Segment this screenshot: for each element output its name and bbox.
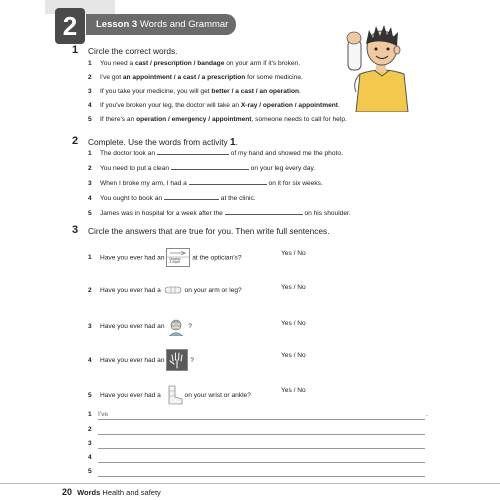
question-text-end: ?: [188, 322, 192, 330]
lesson-header: [86, 14, 236, 35]
lesson-title: Words and Grammar: [139, 19, 229, 30]
activity-1-item: [88, 102, 340, 109]
question-1: [88, 248, 241, 267]
xray-hand-icon: [166, 349, 188, 371]
yes-no-choice[interactable]: Yes / No: [281, 320, 306, 327]
item-text-end: .: [338, 102, 340, 109]
writing-line[interactable]: [98, 419, 425, 420]
activity-1-item: [88, 116, 347, 123]
writing-line-number: 3: [88, 440, 92, 447]
item-number: 1: [88, 150, 92, 157]
item-options[interactable]: an appointment / a cast / a prescription: [122, 74, 246, 81]
writing-line-number: 1: [88, 411, 92, 418]
footer-section: Words: [77, 488, 101, 497]
item-text: James was in hospital for a week after the: [100, 210, 223, 217]
activity-2-item: [88, 149, 343, 157]
page-footer: [62, 487, 161, 497]
item-number: 2: [88, 74, 92, 81]
question-number: 5: [88, 391, 92, 399]
question-text-end: ?: [190, 356, 194, 364]
item-text-end: for some medicine.: [245, 74, 303, 81]
item-number: 1: [88, 60, 92, 67]
activity-2-title: [88, 137, 238, 148]
item-text-end: , someone needs to call for help.: [251, 116, 347, 123]
bandage-icon: [163, 282, 183, 298]
item-number: 4: [88, 102, 92, 109]
item-text: I've got: [100, 74, 123, 81]
lesson-label: Lesson 3: [96, 19, 138, 30]
activity-1-number: 1: [72, 44, 79, 56]
ankle-cast-icon: [163, 385, 183, 405]
item-text-end: on it for six weeks.: [268, 180, 323, 187]
boy-with-arm-cast-illustration: [342, 22, 422, 112]
activity-1-title: Circle the correct words.: [88, 46, 178, 56]
writing-line-end-dot: .: [426, 411, 428, 418]
item-number: 5: [88, 116, 92, 123]
question-4: [88, 349, 194, 371]
writing-line-number: 5: [88, 468, 92, 475]
answer-blank[interactable]: [171, 164, 249, 170]
yes-no-choice[interactable]: Yes / No: [281, 352, 306, 359]
activity-2-item: [88, 209, 351, 217]
writing-line[interactable]: [98, 476, 425, 477]
item-text-end: on his shoulder.: [304, 210, 351, 217]
footer-divider: [0, 483, 500, 484]
item-text: If there's an: [100, 116, 137, 123]
item-options[interactable]: cast / prescription / bandage: [134, 60, 225, 67]
answer-blank[interactable]: [157, 149, 229, 155]
question-text-end: at the optician's?: [192, 254, 242, 262]
question-text: Have you ever had an: [100, 356, 165, 364]
footer-topic: Health and safety: [102, 488, 161, 497]
activity-2-item: [88, 164, 315, 172]
question-number: 4: [88, 356, 92, 364]
item-text-end: .: [299, 88, 301, 95]
question-number: 2: [88, 286, 92, 294]
question-text-end: on your wrist or ankle?: [184, 391, 251, 399]
item-text-end: at the clinic.: [220, 195, 256, 202]
answer-blank[interactable]: [225, 209, 303, 215]
activity-2-title-ref: 1: [230, 137, 236, 148]
item-text: If you take your medicine, you will get: [100, 88, 212, 95]
activity-2-item: [88, 194, 256, 202]
writing-example-text: I've: [98, 411, 109, 418]
activity-1-item: [88, 74, 303, 81]
yes-no-choice[interactable]: Yes / No: [281, 387, 306, 394]
item-number: 3: [88, 180, 92, 187]
page-number: 20: [62, 487, 73, 497]
activity-2-item: [88, 179, 323, 187]
writing-line-number: 2: [88, 426, 92, 433]
item-text: You ought to book an: [100, 195, 163, 202]
question-3: [88, 318, 192, 334]
item-number: 2: [88, 165, 92, 172]
item-text: You need to put a clean: [100, 165, 170, 172]
activity-1-item: [88, 88, 301, 95]
surgeon-operation-icon: [166, 318, 186, 334]
writing-line[interactable]: [98, 434, 425, 435]
item-options[interactable]: better / a cast / an operation: [211, 88, 299, 95]
item-number: 3: [88, 88, 92, 95]
writing-line[interactable]: [98, 448, 425, 449]
question-2: [88, 282, 242, 298]
item-text-end: on your arm if it's broken.: [224, 60, 301, 67]
activity-1-item: [88, 60, 300, 67]
activity-2-title-end: .: [235, 137, 238, 147]
yes-no-choice[interactable]: Yes / No: [281, 284, 306, 291]
question-5: [88, 385, 251, 405]
writing-line-number: 4: [88, 454, 92, 461]
question-number: 3: [88, 322, 92, 330]
item-text-end: of my hand and showed me the photo.: [230, 150, 343, 157]
item-text-end: on your leg every day.: [250, 165, 316, 172]
activity-2-title-text: Complete. Use the words from activity: [88, 137, 231, 147]
writing-line[interactable]: [98, 462, 425, 463]
calendar-text: Monday 3.30pm: [169, 256, 181, 265]
item-options[interactable]: operation / emergency / appointment: [136, 116, 252, 123]
calendar-appointment-icon: [166, 248, 190, 267]
question-text: Have you ever had a: [100, 286, 161, 294]
question-text-end: on your arm or leg?: [184, 286, 242, 294]
item-number: 5: [88, 210, 92, 217]
item-text: If you've broken your leg, the doctor will take an: [100, 102, 241, 109]
activity-2-number: 2: [72, 135, 79, 147]
activity-3-number: 3: [72, 224, 79, 236]
item-text: The doctor took an: [100, 150, 155, 157]
activity-3-title: Circle the answers that are true for you. Then write full sentences.: [88, 226, 330, 236]
item-options[interactable]: X-ray / operation / appointment: [240, 102, 338, 109]
question-number: 1: [88, 254, 92, 262]
question-text: Have you ever had an: [100, 322, 165, 330]
item-number: 4: [88, 195, 92, 202]
question-text: Have you ever had a: [100, 391, 161, 399]
answer-blank[interactable]: [189, 179, 267, 185]
item-text: You need a: [100, 60, 135, 67]
yes-no-choice[interactable]: Yes / No: [281, 250, 306, 257]
question-text: Have you ever had an: [100, 254, 165, 262]
item-text: When I broke my arm, I had a: [100, 180, 187, 187]
unit-number-badge: 2: [55, 8, 85, 44]
answer-blank[interactable]: [164, 194, 219, 200]
